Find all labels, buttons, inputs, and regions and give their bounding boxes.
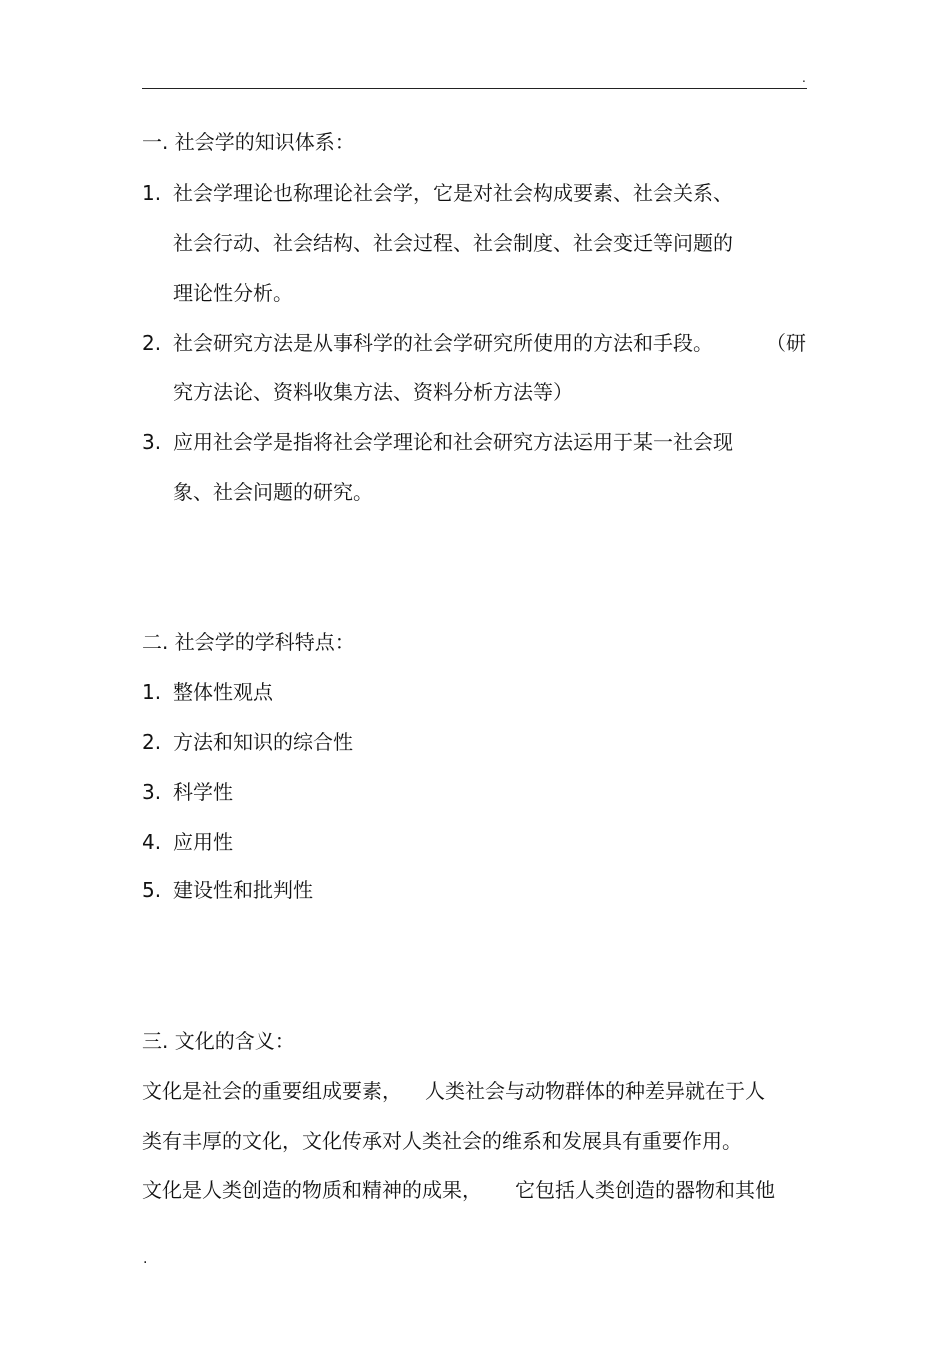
section1-item3-line2: 象、社会问题的研究。: [173, 480, 373, 504]
section3-line3b: 它包括人类创造的器物和其他: [515, 1178, 775, 1202]
section2-item1-text: 整体性观点: [173, 680, 273, 704]
section1-item1-line1: 社会学理论也称理论社会学，它是对社会构成要素、社会关系、: [173, 181, 733, 205]
section2-item3-text: 科学性: [173, 780, 233, 804]
section1-item1-line3: 理论性分析。: [173, 281, 293, 305]
section3-line1b: 人类社会与动物群体的种差异就在于人: [425, 1079, 765, 1103]
section1-item2-tail: （研: [766, 331, 806, 355]
section2-item4-text: 应用性: [173, 830, 233, 854]
section1-item1-number: 1.: [142, 181, 162, 205]
section2-item1-number: 1.: [142, 680, 162, 704]
section3-line1a: 文化是社会的重要组成要素，: [142, 1079, 402, 1103]
header-dot: .: [802, 71, 806, 85]
section2-item5-number: 5.: [142, 878, 162, 902]
section1-item3-number: 3.: [142, 430, 162, 454]
section1-heading: 一. 社会学的知识体系：: [142, 130, 355, 154]
section2-item2-text: 方法和知识的综合性: [173, 730, 353, 754]
section1-item2-line1: 社会研究方法是从事科学的社会学研究所使用的方法和手段。: [173, 331, 713, 355]
section2-item2-number: 2.: [142, 730, 162, 754]
section1-item2-number: 2.: [142, 331, 162, 355]
section3-heading: 三. 文化的含义：: [142, 1029, 295, 1053]
section1-item2-line2: 究方法论、资料收集方法、资料分析方法等）: [173, 380, 573, 404]
section2-item4-number: 4.: [142, 830, 162, 854]
section2-item5-text: 建设性和批判性: [173, 878, 313, 902]
footer-dot: .: [143, 1251, 148, 1267]
section2-heading: 二. 社会学的学科特点：: [142, 630, 355, 654]
section1-item3-line1: 应用社会学是指将社会学理论和社会研究方法运用于某一社会现: [173, 430, 733, 454]
section1-item1-line2: 社会行动、社会结构、社会过程、社会制度、社会变迁等问题的: [173, 231, 733, 255]
section3-line2: 类有丰厚的文化，文化传承对人类社会的维系和发展具有重要作用。: [142, 1129, 742, 1153]
section3-line3a: 文化是人类创造的物质和精神的成果，: [142, 1178, 482, 1202]
section2-item3-number: 3.: [142, 780, 162, 804]
header-rule: [142, 88, 807, 89]
